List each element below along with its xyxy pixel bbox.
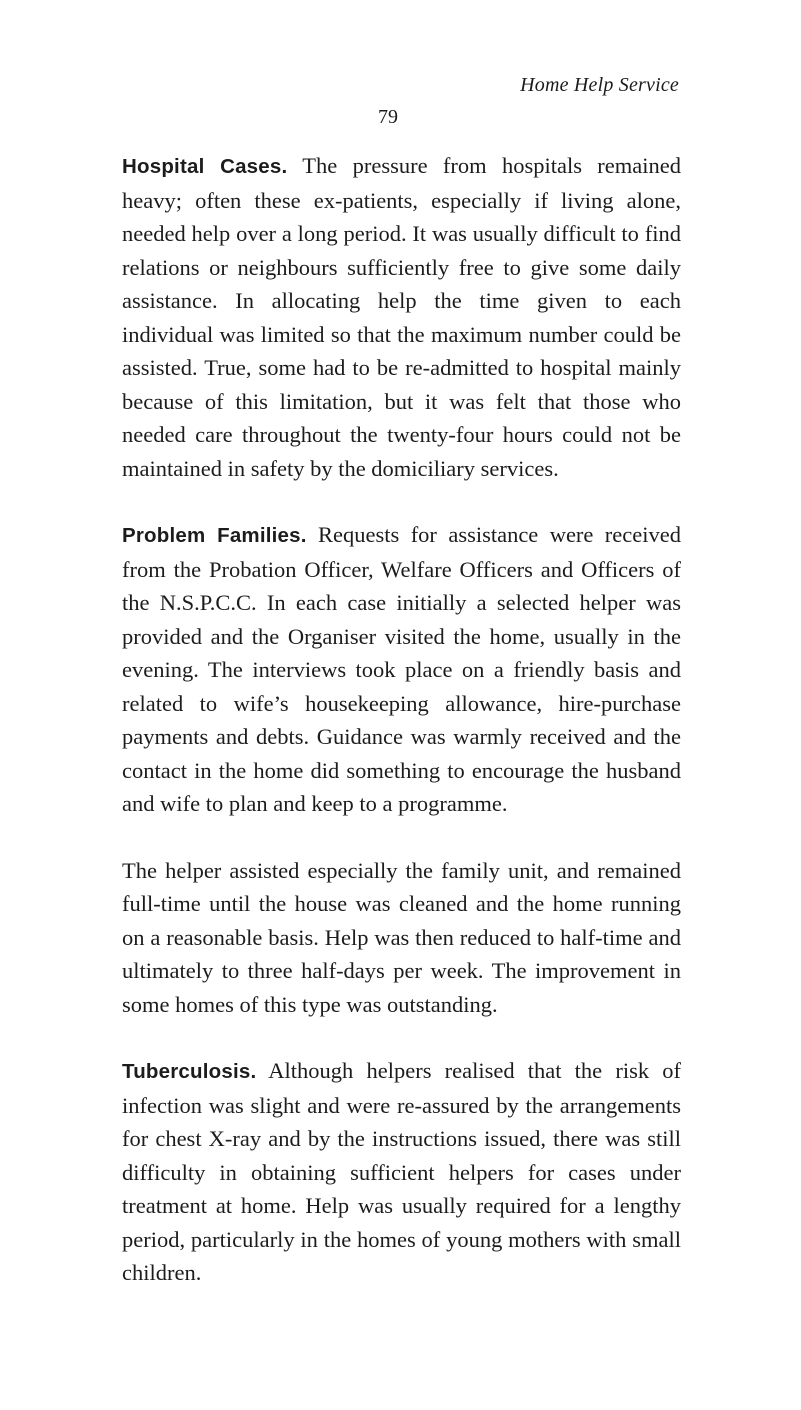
section-hospital-cases: [122, 149, 681, 485]
section-tuberculosis: [122, 1054, 681, 1290]
section-text: Requests for assistance were received from the Probation Officer, Welfare Officers and Officers of the N.S.P.C.C. In each case initially a selected helper was provided and the Organiser visited the home, usually in the evening. The interviews took place on a friendly basis and related to wife’s housekeeping allowance, hire-purchase payments and debts. Guidance was warmly received and the contact in the home did something to encourage the husband and wife to plan and keep to a programme.: [122, 522, 682, 816]
section-text: The pressure from hospitals remained heavy; often these ex-patients, especially if living alone, needed help over a long period. It was usually difficult to find relations or neighbours sufficiently free to give some daily assistance. In allocating help the time given to each individual was limited so that the maximum number could be assisted. True, some had to be re-admitted to hospital mainly because of this limitation, but it was felt that those who needed care throughout the twenty-four hours could not be maintained in safety by the domiciliary services.: [122, 153, 681, 481]
page-number: 79: [378, 106, 398, 128]
running-head: Home Help Service: [520, 74, 679, 96]
section-text: The helper assisted especially the family unit, and remained full-time until the house was cleaned and the home running on a reasonable basis. Help was then reduced to half-time and ultimately to three half-days per week. The improvement in some homes of this type was outstanding.: [122, 857, 681, 1017]
section-text: Although helpers realised that the risk of infection was slight and were re-assured by the arrangements for chest X-ray and by the instructions issued, there was still difficulty in obtaining sufficient helpers for cases under treatment at home. Help was usually required for a lengthy period, particularly in the homes of young mothers with small children.: [122, 1058, 681, 1285]
section-heading: Problem Families.: [122, 524, 307, 547]
section-heading: Hospital Cases.: [122, 155, 288, 178]
section-problem-families: [122, 518, 681, 821]
paragraph-helper-assisted: [122, 854, 681, 1022]
section-heading: Tuberculosis.: [122, 1060, 257, 1083]
page-body: [122, 149, 681, 1290]
